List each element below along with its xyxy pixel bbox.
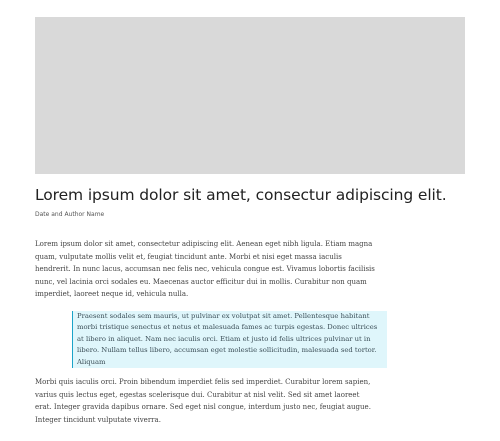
article-blockquote: Praesent sodales sem mauris, ut pulvinar ex volutpat sit amet. Pellentesque habitant morbi tristique senectus et netus et malesuada fames ac turpis egestas. Donec ultrices at libero in aliquet. Nam nec iaculis orci. Etiam et justo id felis ultrices pulvinar ut in libero. Nullam tellus libero, accumsan eget molestie sollicitudin, malesuada sed tortor. Aliquam	[72, 311, 387, 368]
hero-image-placeholder	[35, 17, 465, 174]
article-paragraph-2: Morbi quis iaculis orci. Proin bibendum imperdiet felis sed imperdiet. Curabitur lorem sapien, varius quis lectus eget, egestas scelerisque dui. Curabitur at nisl velit. Sed sit amet laoreet erat. Integer gravida dapibus ornare. Sed eget nisl congue, interdum justo nec, feugiat augue. Integer tincidunt vulputate viverra.	[35, 378, 371, 424]
article-title: Lorem ipsum dolor sit amet, consectur adipiscing elit.	[35, 186, 447, 204]
article-meta: Date and Author Name	[35, 211, 105, 218]
article-paragraph-1: Lorem ipsum dolor sit amet, consectetur adipiscing elit. Aenean eget nibh ligula. Etiam magna quam, vulputate mollis velit et, feugiat tincidunt ante. Morbi et nisi eget massa iaculis hendrerit. In nunc lacus, accumsan nec felis nec, vehicula congue est. Vivamus lobortis facilisis nunc, vel lacinia orci sodales eu. Maecenas auctor efficitur dui in mollis. Curabitur non quam imperdiet, laoreet neque id, vehicula nulla.	[35, 240, 375, 299]
